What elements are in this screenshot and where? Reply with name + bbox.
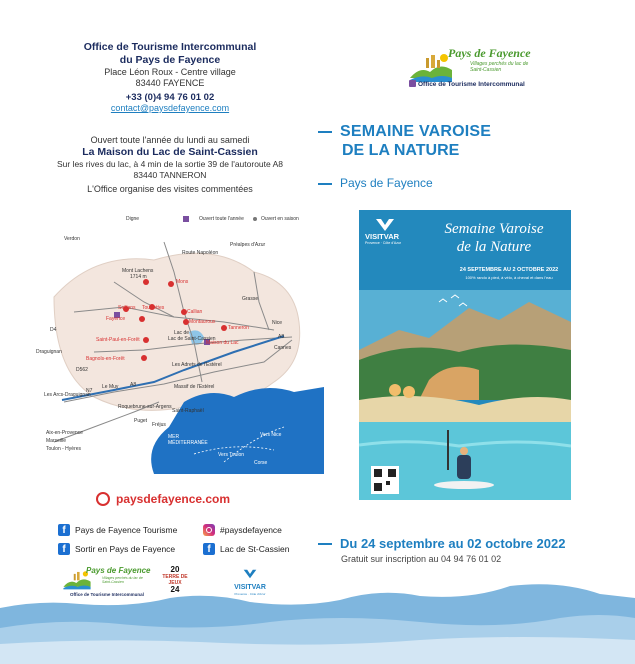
social-fb3[interactable] [203, 543, 289, 555]
event-info: Gratuit sur inscription au 04 94 76 01 02 [341, 554, 502, 564]
poster-title-line1: Semaine Varoise [444, 221, 544, 237]
footer-visitvar: VISITVAR [234, 584, 266, 591]
logo-badge-icon [409, 80, 416, 87]
social-fb2[interactable] [58, 543, 175, 555]
instagram-icon [203, 524, 215, 536]
region-map [34, 212, 324, 474]
logo-brand: Pays de Fayence [448, 46, 531, 60]
map-callian: Callian [187, 309, 203, 315]
lac-name: La Maison du Lac de Saint-Cassien [82, 146, 258, 158]
event-dates: Du 24 septembre au 02 octobre 2022 [340, 536, 566, 551]
footer-visitvar-sub: Provence · Côte d'Azur [234, 592, 266, 596]
office-name-line1: Office de Tourisme Intercommunal [83, 41, 257, 53]
map-st-paul: Saint-Paul-en-Forêt [96, 337, 140, 343]
office-block [40, 41, 300, 114]
poster-title-line2: de la Nature [456, 239, 532, 255]
brand-logo [408, 46, 538, 98]
website-row [96, 492, 230, 506]
map-vers-toulon: Vers Toulon [218, 452, 245, 458]
map-montauroux: Montauroux [189, 319, 216, 325]
map-puget: Puget [134, 418, 148, 424]
tdj-mid: TERRE DE JEUX [162, 574, 188, 586]
footer-logo-subtitle: Office de Tourisme Intercommunal [70, 592, 144, 597]
lac-postcode: 83440 TANNERON [133, 170, 207, 180]
map-marseille: Marseille [46, 438, 67, 444]
logo-tagline: Villages perchés du lac de Saint-Cassien [470, 61, 529, 73]
lac-visits: L'Office organise des visites commentées [87, 184, 253, 194]
map-bagnols: Bagnols-en-Forêt [86, 356, 125, 362]
event-region: Pays de Fayence [340, 176, 433, 190]
map-d562: D562 [76, 367, 88, 373]
social-fb2-label: Sortir en Pays de Fayence [75, 544, 176, 554]
lac-location: Sur les rives du lac, à 4 min de la sortie 39 de l'autoroute A8 [56, 159, 284, 169]
footer-logo-tagline: Villages perchés du lac de Saint-Cassien [102, 576, 143, 584]
map-fayence: Fayence [106, 316, 126, 322]
map-adrets: Les Adrets de l'Estérel [172, 362, 222, 368]
social-ig[interactable] [203, 524, 282, 536]
map-st-raphael: Saint-Raphaël [172, 408, 204, 414]
footer-mountains [0, 578, 635, 664]
map-vers-nice: Vers Nice [260, 432, 282, 438]
office-address2: 83440 FAYENCE [135, 78, 205, 88]
lac-block [30, 135, 310, 195]
map-mont-lachens: Mont Lachens [122, 268, 154, 274]
poster-subtitle: 100% rando à pied, à vélo, à cheval et dans l'eau [465, 275, 553, 280]
office-name-line2: du Pays de Fayence [119, 54, 221, 66]
office-phone: +33 (0)4 94 76 01 02 [125, 92, 215, 103]
map-n7: N7 [86, 388, 93, 394]
event-title-line2: DE LA NATURE [342, 142, 460, 159]
title-dash [318, 131, 332, 133]
map-lac-st-cassien: Lac de Saint-Cassien [168, 336, 216, 342]
map-verdon: Verdon [64, 236, 80, 242]
map-les-arcs: Les Arcs-Draguignan [44, 392, 91, 398]
map-tanneron: Tanneron [228, 325, 249, 331]
event-poster [359, 210, 571, 500]
dates-dash [318, 543, 332, 545]
social-fb1[interactable] [58, 524, 177, 536]
poster-visitvar-logo [365, 218, 413, 244]
map-corse: Corse [254, 460, 268, 466]
social-fb1-label: Pays de Fayence Tourisme [75, 525, 178, 535]
map-frejus: Fréjus [152, 422, 166, 428]
tdj-bottom: 24 [170, 585, 180, 594]
map-grasse: Grasse [242, 296, 259, 302]
map-nice: Nice [272, 320, 283, 326]
legend-all-year: Ouvert toute l'année [199, 216, 244, 222]
map-roquebrune: Roquebrune-sur-Argens [118, 404, 172, 410]
social-ig-label: #paysdefayence [220, 525, 282, 535]
map-route-napoleon: Route Napoléon [182, 250, 219, 256]
map-seillans: Seillans [118, 305, 136, 311]
lac-opening: Ouvert toute l'année du lundi au samedi [90, 135, 250, 145]
map-tourrettes: Tourrettes [142, 305, 165, 311]
map-le-muy: Le Muy [102, 384, 119, 390]
map-mons: Mons [176, 279, 189, 285]
map-aix: Aix-en-Provence [46, 430, 83, 436]
legend-season: Ouvert en saison [261, 216, 299, 222]
poster-dates: 24 SEPTEMBRE AU 2 OCTOBRE 2022 [459, 267, 559, 273]
visitvar-icon [375, 218, 395, 232]
map-d4: D4 [50, 327, 57, 333]
event-title [318, 122, 491, 160]
website-icon [96, 492, 110, 506]
event-dates-row [318, 535, 565, 553]
facebook-icon: f [58, 524, 70, 536]
map-prealpes: Préalpes d'Azur [230, 242, 266, 248]
map-toulon: Toulon - Hyères [46, 446, 82, 452]
map-draguignan: Draguignan [36, 349, 62, 355]
facebook-icon: f [203, 543, 215, 555]
facebook-icon: f [58, 543, 70, 555]
poster-brand-sub: Provence · Côte d'Azur [365, 241, 402, 245]
logo-subtitle: Office de Tourisme Intercommunal [418, 81, 525, 88]
office-email[interactable]: contact@paysdefayence.com [110, 103, 230, 113]
event-region-row [318, 176, 433, 190]
poster-brand: VISITVAR [365, 232, 400, 241]
map-a8-west: A8 [130, 382, 137, 388]
map-digne: Digne [126, 216, 140, 222]
map-maison-du-lac: Maison du Lac [206, 340, 239, 346]
region-dash [318, 183, 332, 185]
event-title-line1: SEMAINE VAROISE [340, 123, 492, 140]
tdj-top: 20 [170, 565, 180, 574]
map-massif: Massif de l'Estérel [174, 384, 215, 390]
map-a8-east: A8 [278, 334, 285, 340]
office-address1: Place Léon Roux - Centre village [104, 67, 236, 77]
map-lac-de: Lac de [174, 330, 190, 336]
map-mer: MER MÉDITERRANÉE [168, 434, 208, 446]
footer-logo-brand: Pays de Fayence [86, 566, 151, 575]
social-fb3-label: Lac de St-Cassien [220, 544, 290, 554]
map-cannes: Cannes [274, 345, 292, 351]
poster-title [419, 220, 569, 256]
website-link[interactable]: paysdefayence.com [116, 492, 231, 506]
map-altitude: 1714 m [130, 274, 147, 280]
